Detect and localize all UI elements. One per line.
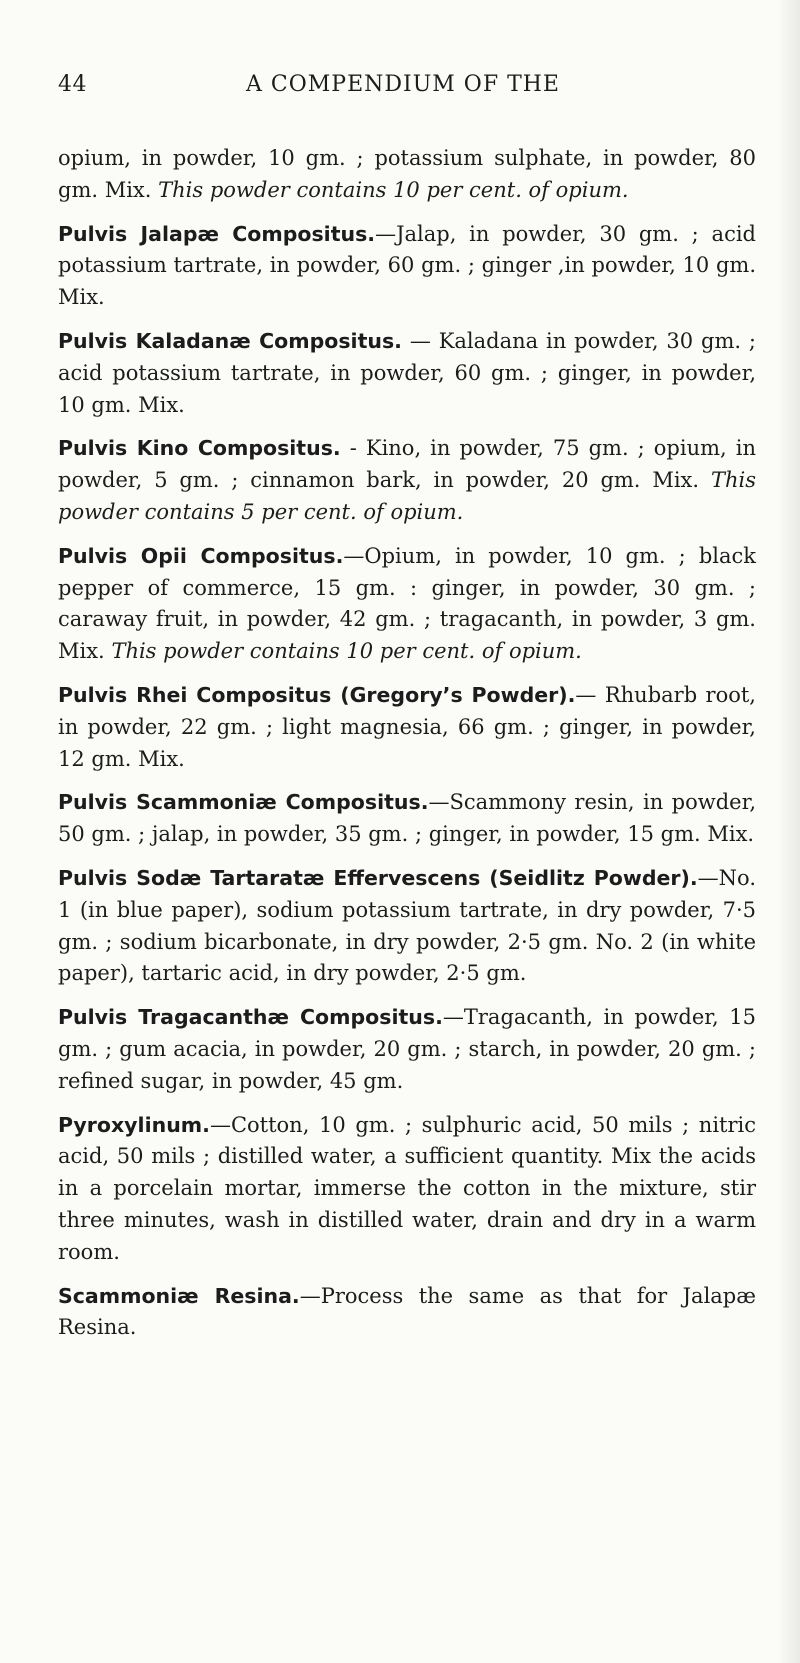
entry-note: This powder contains 10 per cent. of opium. [158,177,629,202]
entry-term: Pulvis Jalapæ Compositus. [58,221,376,246]
entry-term: Scammoniæ Resina. [58,1283,300,1308]
entry-continuation [58,143,756,207]
running-title: A COMPENDIUM OF THE [246,72,560,97]
entry-term: Pyroxylinum. [58,1112,210,1137]
entry-pulvis-jalapae [58,219,756,314]
entry-pulvis-opii [58,541,756,668]
entry-text: —Jalap, in powder, 30 gm. ; acid potassium tartrate, in powder, 60 gm. ; ginger ,in powder, 10 gm. Mix. [58,221,756,310]
entry-text: —Process the same as that for Jalapæ Resina. [58,1283,756,1340]
entry-text: opium, in powder, 10 gm. ; potassium sulphate, in powder, 80 gm. Mix. [58,146,756,202]
entry-term: Pulvis Kaladanæ Compositus. [58,328,402,353]
entry-term: Pulvis Scammoniæ Compositus. [58,790,429,815]
entry-text: —Scammony resin, in powder, 50 gm. ; jalap, in powder, 35 gm. ; ginger, in powder, 15 gm. Mix. [58,790,756,847]
entry-pulvis-scammoniae [58,787,756,851]
entry-text: —Opium, in powder, 10 gm. ; black pepper of commerce, 15 gm. : ginger, in powder, 30 gm. ; caraway fruit, in powder, 42 gm. ; tragacanth, in powder, 3 gm. Mix. [58,543,756,664]
entry-pulvis-tragacanthae [58,1002,756,1097]
entry-text: —Tragacanth, in powder, 15 gm. ; gum acacia, in powder, 20 gm. ; starch, in powder, 20 gm. ; refined sugar, in powder, 45 gm. [58,1005,756,1093]
entry-pulvis-sodae [58,863,756,990]
entry-pulvis-kino [58,433,756,528]
page-number: 44 [58,72,87,97]
entry-text: —Cotton, 10 gm. ; sulphuric acid, 50 mils ; nitric acid, 50 mils ; distilled water, a sufficient quantity. Mix the acids in a porcelain mortar, immerse the cotton in the mixture, stir three minutes, wash in distilled water, drain and dry in a warm room. [58,1112,756,1264]
entry-text: - Kino, in powder, 75 gm. ; opium, in powder, 5 gm. ; cinnamon bark, in powder, 20 gm. Mix. [58,436,756,493]
entry-term: Pulvis Kino Compositus. [58,436,341,461]
entry-text: — Rhubarb root, in powder, 22 gm. ; light magnesia, 66 gm. ; ginger, in powder, 12 gm. Mix. [58,682,756,771]
entry-term: Pulvis Opii Compositus. [58,543,344,568]
entry-scammoniae-resina [58,1281,756,1345]
entry-term: Pulvis Tragacanthæ Compositus. [58,1005,443,1030]
entry-text: — Kaladana in powder, 30 gm. ; acid potassium tartrate, in powder, 60 gm. ; ginger, in powder, 10 gm. Mix. [58,328,756,417]
entry-term: Pulvis Sodæ Tartaratæ Effervescens (Seidlitz Powder). [58,865,698,890]
entry-note: This powder contains 10 per cent. of opium. [111,639,582,664]
entry-term: Pulvis Rhei Compositus (Gregory’s Powder). [58,682,576,707]
entry-pyroxylinum [58,1110,756,1269]
entry-text: —No. 1 (in blue paper), sodium potassium tartrate, in dry powder, 7·5 gm. ; sodium bicarbonate, in dry powder, 2·5 gm. No. 2 (in white paper), tartaric acid, in dry powder, 2·5 gm. [58,865,756,986]
entry-note: This powder contains 5 per cent. of opium. [58,468,756,524]
entry-pulvis-kaladanae [58,326,756,421]
page-header [58,72,756,97]
entry-pulvis-rhei [58,680,756,775]
page-edge-shadow [778,0,800,1663]
